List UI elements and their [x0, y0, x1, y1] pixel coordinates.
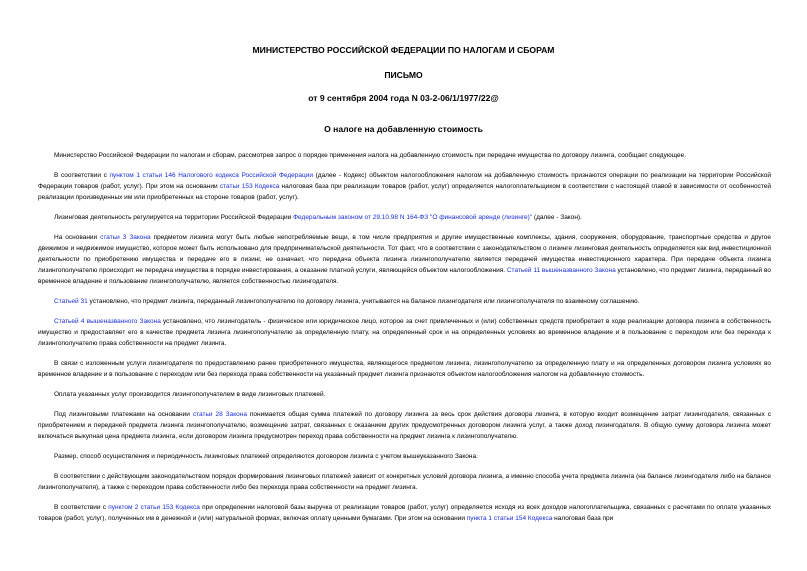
paragraph-text: (далее - Закон).	[532, 214, 582, 221]
ministry-heading: МИНИСТЕРСТВО РОССИЙСКОЙ ФЕДЕРАЦИИ ПО НАЛОГАМ И СБОРАМ	[252, 45, 555, 55]
paragraph	[38, 212, 771, 223]
law-reference-link[interactable]: статьи 28 Закона	[192, 411, 247, 418]
paragraph	[38, 316, 771, 349]
paragraph	[38, 150, 771, 161]
document-subject: О налоге на добавленную стоимость	[324, 124, 483, 134]
paragraph-text: В соответствии с действующим законодательством порядок формирования лизинговых платежей зависит от конкретных условий договора лизинга, а именно способа учета предмета лизинга (на балансе лизингодателя либо на балансе лизингополучателя), а также с переходом права собственности либо без перехода права собственности на предмет лизинга.	[38, 473, 771, 491]
paragraph	[38, 358, 771, 380]
paragraph	[38, 471, 771, 493]
paragraph	[38, 296, 771, 307]
paragraph	[38, 389, 771, 400]
document-body	[38, 150, 771, 533]
paragraph	[38, 502, 771, 524]
paragraph-text: установлено, что лизингодатель - физическое или юридическое лицо, которое за счет привлеченных и (или) собственных средств приобретает в ходе реализации договора лизинга в собственность имущество и предоставляет его в качестве предмета лизинга лизингополучателю за определенную плату, на определенный срок и на определенных условиях во временное владение и в пользование с переходом или без перехода к лизингополучателю права собственности на предмет лизинга.	[38, 318, 771, 347]
law-reference-link[interactable]: статьи 3 Закона	[100, 234, 151, 241]
paragraph-text: налоговая база при	[552, 515, 614, 522]
paragraph-text: В соответствии с	[54, 172, 110, 179]
paragraph	[38, 232, 771, 287]
paragraph-text: Оплата указанных услуг производится лизингополучателем в виде лизинговых платежей.	[54, 391, 326, 398]
law-reference-link[interactable]: Статьей 4 вышеназванного Закона	[54, 318, 161, 325]
paragraph	[38, 451, 771, 462]
paragraph	[38, 409, 771, 442]
paragraph-text: Размер, способ осуществления и периодичность лизинговых платежей определяются договором лизинга с учетом вышеуказанного Закона.	[54, 453, 478, 460]
paragraph-text: В связи с изложенным услуги лизингодателя по предоставлению ранее приобретенного имущества, являющегося предметом лизинга, лизингополучателю за определенную плату и на определенных договором лизинга условиях во временное владение и в пользование с переходом или без перехода права собственности на указанный предмет лизинга признаются объектом налогообложения налогом на добавленную стоимость.	[38, 360, 771, 378]
law-reference-link[interactable]: Федеральным законом от 29.10.98 N 164-ФЗ "О финансовой аренде (лизинге)"	[293, 214, 533, 221]
law-reference-link[interactable]: пунктом 2 статьи 153 Кодекса	[108, 504, 200, 511]
law-reference-link[interactable]: пунктом 1 статьи 146 Налогового кодекса Российской Федерации	[109, 172, 313, 179]
paragraph-text: налоговая база при реализации товаров (работ, услуг) определяется налогоплательщиком в соответствии с настоящей главой в зависимости от особенностей реализации произведенных им или приобретенных на стороне товаров (работ, услуг).	[38, 183, 771, 201]
document-type-heading: ПИСЬМО	[384, 70, 423, 80]
paragraph-text: В соответствии с	[54, 504, 109, 511]
paragraph-text: установлено, что предмет лизинга, переданный лизингополучателю по договору лизинга, учитывается на балансе лизингодателя или лизингополучателя по взаимному соглашению.	[87, 298, 640, 305]
law-reference-link[interactable]: Статьей 11 вышеназванного Закона	[506, 267, 616, 274]
paragraph-text: предметом лизинга могут быть любые непотребляемые вещи, в том числе предприятия и другие имущественные комплексы, здания, сооружения, оборудование, транспортные средства и другое движимое и недвижимое имущество, которое может быть использовано для предпринимательской деятельности. Тот факт, что в соответствии с законодательством о лизинге лизинговая деятельность определяется как вид инвестиционной деятельности по приобретению имущества и передаче его в лизинг, не означает, что передача объекта лизинга лизингополучателю является передачей имущества инвестиционного характера. При передаче объекта лизинга лизингополучателю происходит не передача имущества в порядке инвестирования, а оказание платной услуги, являющейся объектом налогообложения.	[38, 234, 772, 274]
paragraph-text: (далее - Кодекс) объектом налогообложения налогом на добавленную стоимость признаются операции по реализации на территории Российской Федерации товаров (работ, услуг). При этом на основании	[38, 172, 771, 190]
paragraph-text: На основании	[54, 234, 101, 241]
paragraph-text: установлено, что предмет лизинга, переданный во временное владение и пользование лизингополучателю, является собственностью лизингодателя.	[38, 267, 771, 285]
law-reference-link[interactable]: Статьей 31	[54, 298, 88, 305]
document-date-number: от 9 сентября 2004 года N 03-2-06/1/1977/22@	[308, 93, 499, 103]
law-reference-link[interactable]: пункта 1 статьи 154 Кодекса	[466, 515, 553, 522]
paragraph	[38, 170, 771, 203]
paragraph-text: Лизинговая деятельность регулируется на территории Российской Федерации	[54, 214, 294, 221]
law-reference-link[interactable]: статьи 153 Кодекса	[219, 183, 280, 190]
paragraph-text: Министерство Российской Федерации по налогам и сборам, рассмотрев запрос о порядке применения налога на добавленную стоимость при передаче имущества по договору лизинга, сообщает следующее.	[54, 152, 687, 159]
paragraph-text: при определении налоговой базы выручка от реализации товаров (работ, услуг) определяется исходя из всех доходов налогоплательщика, связанных с расчетами по оплате указанных товаров (работ, услуг), полученных им в денежной и (или) натуральной формах, включая оплату ценными бумагами. При этом на основании	[38, 504, 771, 522]
paragraph-text: Под лизинговыми платежами на основании	[54, 411, 193, 418]
paragraph-text: понимается общая сумма платежей по договору лизинга за весь срок действия договора лизинга, в которую входит возмещение затрат лизингодателя, связанных с приобретением и передачей предмета лизинга лизингополучателю, возмещение затрат, связанных с оказанием других предусмотренных договором лизинга услуг, а также доход лизингодателя. В общую сумму договора лизинга может включаться выкупная цена предмета лизинга, если договором лизинга предусмотрен переход права собственности на предмет лизинга к лизингополучателю.	[38, 411, 771, 440]
